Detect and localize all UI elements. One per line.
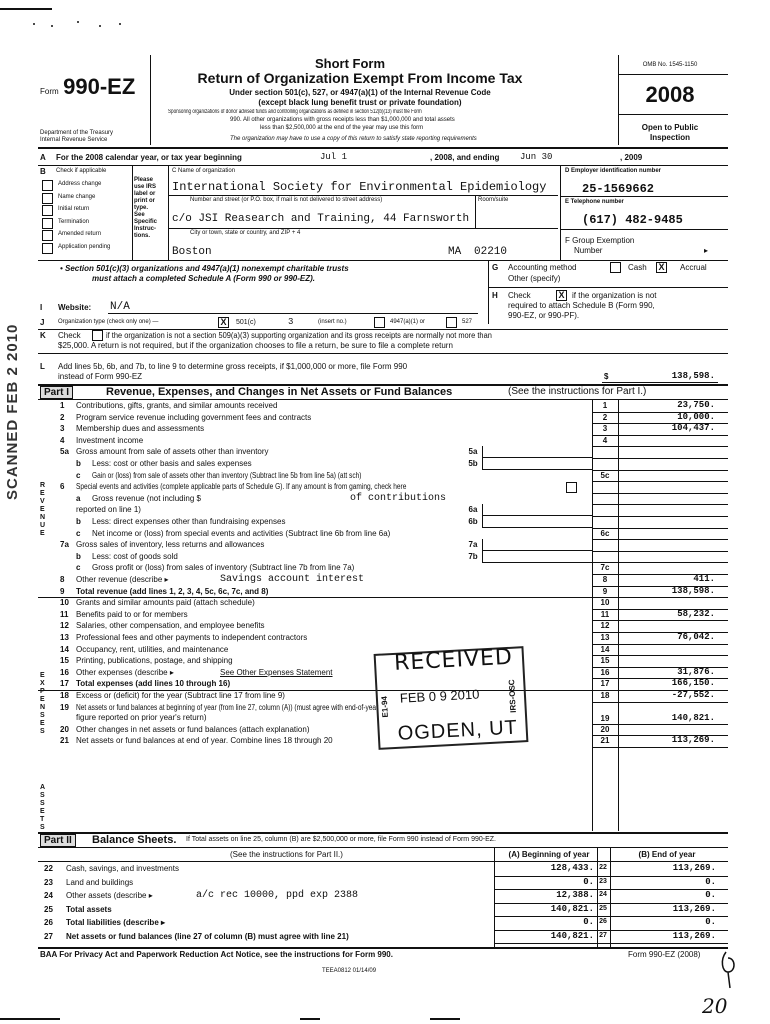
line-box-number: 23 (599, 877, 607, 885)
website-value: N/A (110, 301, 130, 313)
b-checkbox[interactable] (42, 205, 53, 216)
part-1-title: Revenue, Expenses, and Changes in Net Assets or Fund Balances (106, 386, 453, 398)
end-of-year-amount: 113,269. (672, 903, 716, 914)
section-501-note-2: must attach a completed Schedule A (Form 990 or 990-EZ). (92, 274, 316, 283)
line-description: Gross sales of inventory, less returns and allowances (76, 540, 265, 550)
line-box-number: 6c (600, 528, 610, 538)
short-form-label: Short Form (314, 56, 386, 71)
line-amount: 10,000. (677, 411, 715, 422)
stamp-side-right: IRS-OSC (507, 679, 518, 713)
b-checkbox[interactable] (42, 218, 53, 229)
beginning-of-year-amount: 0. (583, 917, 594, 927)
accrual-checkbox[interactable]: X (656, 262, 667, 273)
received-stamp (374, 646, 529, 750)
line-amount: 58,232. (677, 608, 715, 619)
line-number: 26 (44, 918, 53, 927)
line-description: Grants and similar amounts paid (attach schedule) (76, 598, 255, 608)
website-label: Website: (58, 303, 92, 312)
org-name-label: C Name of organization (172, 168, 236, 174)
line-description-detail: See Other Expenses Statement (220, 667, 333, 677)
part1-line (0, 516, 770, 527)
line-description: Net assets or fund balances at beginning of year (from line 27, column (A)) (must agree with end-of-year (76, 702, 379, 712)
line-box-number: 1 (602, 401, 608, 410)
form-footer: Form 990-EZ (2008) (628, 950, 701, 959)
room-label: Room/suite (478, 197, 509, 203)
part1-line (0, 400, 770, 411)
tax-year: 2008 (645, 82, 695, 107)
line-j-letter: J (40, 318, 45, 327)
b-checkbox-label: Application pending (58, 243, 111, 250)
line-k-checkbox[interactable] (92, 330, 103, 341)
line-description: Cash, savings, and investments (66, 864, 179, 873)
part1-line (0, 423, 770, 434)
expenses-side-label: E X P E N S E S (40, 672, 46, 735)
gaming-checkbox[interactable] (566, 482, 577, 493)
org-name: International Society for Environmental Epidemiology (172, 180, 547, 194)
b-checkbox-label: Address change (58, 181, 102, 187)
line-number: 4 (60, 435, 65, 445)
line-k-text-2: $25,000. A return is not required, but if the organization chooses to file a return, be sure to file a complete return (58, 341, 453, 350)
copy-note: The organization may have to use a copy of this return to satisfy state reporting requirements (230, 136, 477, 142)
line-box-number: 27 (599, 931, 607, 939)
group-exemption-label: F Group Exemption (565, 236, 635, 245)
part1-line (0, 528, 770, 539)
line-box-number: 17 (600, 679, 610, 689)
527-checkbox[interactable] (446, 317, 457, 328)
line-description: Other changes in net assets or fund balances (attach explanation) (76, 724, 310, 734)
part1-line (0, 586, 770, 597)
part-1-tag: Part I (40, 386, 73, 399)
line-description-detail: of contributions (350, 492, 447, 504)
line-number: 27 (44, 931, 53, 941)
balance-sheet-line (0, 904, 770, 915)
line-amount: 23,750. (677, 400, 715, 410)
tax-year-begin: Jul 1 (320, 152, 348, 162)
line-description: Less: cost of goods sold (92, 551, 178, 561)
end-of-year-amount: 0. (705, 890, 716, 900)
sponsor-note-2: 990. All other organizations with gross receipts less than $1,000,000 and total assets (230, 117, 455, 123)
line-box-number: 18 (600, 691, 610, 700)
part1-line (0, 504, 770, 515)
line-description: Other expenses (describe ▸ (76, 667, 174, 677)
form-code: TEEA0812 01/14/09 (322, 968, 377, 974)
insert-no-label: (insert no.) (318, 319, 347, 325)
other-method-label: Other (specify) (508, 274, 561, 283)
stamp-place: OGDEN, UT (397, 716, 519, 745)
line-number: 2 (60, 412, 65, 422)
part-2-tag: Part II (40, 834, 76, 847)
phone-label: E Telephone number (565, 199, 624, 205)
revenue-side-label: R E V E N U E (40, 482, 46, 537)
line-description: Net assets or fund balances at end of year. Combine lines 18 through 20 (76, 736, 333, 746)
sponsor-note-3: less than $2,500,000 at the end of the year may use this form (260, 125, 424, 131)
line-a-text: For the 2008 calendar year, or tax year beginning (56, 153, 242, 162)
line-number: 24 (44, 891, 53, 900)
line-description: Gross amount from sale of assets other than inventory (76, 447, 269, 457)
line-number: 23 (44, 877, 53, 887)
end-of-year-amount: 0. (705, 876, 716, 887)
part1-line (0, 609, 770, 620)
part1-line (0, 446, 770, 457)
org-zip: 02210 (474, 246, 508, 258)
balance-sheet-line (0, 917, 770, 928)
line-a-mid: , 2008, and ending (430, 153, 500, 162)
tax-year-end: Jun 30 (520, 152, 553, 162)
line-number: 25 (44, 904, 53, 914)
line-box-number: 3 (602, 424, 608, 434)
line-h-check-label: Check (508, 291, 531, 300)
line-box-number: 2 (602, 412, 608, 422)
line-box-number: 21 (600, 736, 610, 746)
line-a-letter: A (40, 153, 46, 162)
b-checkbox[interactable] (42, 230, 53, 241)
line-box-number: 22 (599, 864, 607, 871)
527-label: 527 (462, 319, 473, 325)
line-g-letter: G (492, 263, 499, 272)
accrual-label: Accrual (680, 263, 707, 272)
line-k-check: Check (58, 331, 81, 340)
org-state: MA (448, 246, 462, 258)
line-description: Net assets or fund balances (line 27 of column (B) must agree with line 21) (66, 931, 349, 941)
phone-value: (617) 482-9485 (582, 213, 683, 227)
line-number: 12 (60, 621, 69, 631)
street-label: Number and street (or P.O. box, if mail is not delivered to street address) (190, 197, 383, 203)
line-description: Salaries, other compensation, and employee benefits (76, 621, 265, 631)
b-checkbox-label: Name change (58, 193, 96, 200)
schedule-b-checkbox[interactable]: X (556, 290, 567, 301)
line-description: Occupancy, rent, utilities, and maintenance (76, 644, 229, 654)
part-2-see-note: (See the instructions for Part II.) (230, 850, 343, 859)
line-number: b (76, 517, 81, 526)
line-box-number: 14 (600, 644, 610, 654)
sub-line-number: 5b (468, 459, 478, 468)
line-number: 3 (60, 424, 65, 434)
end-of-year-amount: 0. (705, 917, 716, 927)
line-number: 18 (60, 691, 69, 700)
line-h-text-4: 990-EZ, or 990-PF). (508, 311, 580, 320)
part1-line (0, 412, 770, 423)
line-number: b (76, 459, 81, 468)
line-box-number: 5c (600, 470, 610, 480)
section-501-note-1: • Section 501(c)(3) organizations and 4947(a)(1) nonexempt charitable trusts (60, 264, 349, 273)
part1-line (0, 562, 770, 573)
line-amount: 140,821. (671, 712, 715, 723)
line-box-number: 7c (600, 563, 610, 573)
line-amount: 113,269. (671, 735, 715, 746)
corner-marks (30, 14, 130, 34)
part1-line (0, 470, 770, 481)
part-2-title-note: If Total assets on line 25, column (B) are $2,500,000 or more, file Form 990 instead of Form 990-EZ. (186, 836, 496, 843)
line-k-text: if the organization is not a section 509(a)(3) supporting organization and its gross receipts are normally not more than (106, 331, 492, 340)
line-number: 8 (60, 575, 65, 584)
page-number: 20 (702, 994, 728, 1018)
line-box-number: 20 (600, 724, 610, 734)
line-description: Total revenue (add lines 1, 2, 3, 4, 5c, 6c, 7c, and 8) (76, 586, 269, 596)
please-note: Please use IRS label or print or type. See Specific Instruc- tions. (134, 177, 158, 239)
line-description: reported on line 1) (76, 505, 141, 515)
form-title: Return of Organization Exempt From Income Tax (197, 70, 523, 86)
form-number: 990-EZ (63, 74, 136, 99)
line-amount: 138,598. (671, 585, 715, 596)
part1-line (0, 539, 770, 550)
accounting-method-label: Accounting method (508, 263, 577, 272)
open-to-public: Open to Public (641, 123, 699, 132)
line-box-number: 26 (599, 918, 607, 925)
org-city: Boston (172, 246, 212, 258)
part1-line (0, 597, 770, 608)
line-description: Contributions, gifts, grants, and similar amounts received (76, 401, 278, 410)
line-description: Other revenue (describe ▸ (76, 575, 169, 584)
balance-sheet-line (0, 863, 770, 874)
line-description: Excess or (deficit) for the year (Subtract line 17 from line 9) (76, 691, 285, 700)
subtitle-2: (except black lung benefit trust or private foundation) (258, 98, 462, 107)
line-h-letter: H (492, 291, 498, 300)
end-of-year-amount: 113,269. (672, 863, 716, 873)
ein-label: D Employer identification number (565, 168, 662, 174)
col-b-heading: (B) End of year (638, 850, 696, 859)
privacy-notice: BAA For Privacy Act and Paperwork Reduction Act Notice, see the instructions for Form 990. (40, 950, 393, 959)
line-box-number: 4 (602, 435, 608, 445)
line-b-letter: B (40, 167, 46, 176)
irs-label: Internal Revenue Service (40, 137, 108, 143)
line-number: 1 (60, 401, 65, 410)
line-number: 20 (60, 724, 69, 734)
line-number: c (76, 528, 81, 538)
net-assets-side-label: A S S E T S (40, 784, 45, 831)
line-amount: 76,042. (677, 632, 715, 642)
part1-line (0, 574, 770, 585)
line-box-number: 19 (600, 713, 610, 723)
group-exemption-arrow: ▸ (704, 246, 709, 255)
line-description: Total assets (66, 904, 112, 914)
line-b-label: Check if applicable (56, 168, 107, 174)
b-checkbox[interactable] (42, 243, 53, 254)
beginning-of-year-amount: 128,433. (550, 863, 594, 873)
line-description: Membership dues and assessments (76, 424, 205, 434)
part1-line (0, 493, 770, 504)
part1-line (0, 620, 770, 631)
group-exemption-number: Number (574, 246, 603, 255)
line-box-number: 16 (600, 667, 610, 677)
sponsor-note-1: Sponsoring organizations of donor advised funds and controlling organizations as defined in section 512(b)(13) must file Form (168, 109, 422, 115)
stamp-side-left: E1-94 (379, 695, 390, 718)
line-box-number: 15 (600, 656, 610, 666)
sub-line-number: 7a (468, 540, 478, 550)
line-description: Land and buildings (66, 877, 134, 887)
handwritten-mark (716, 948, 746, 992)
line-number: 16 (60, 667, 69, 677)
line-box-number: 12 (600, 621, 610, 631)
line-box-number: 13 (600, 633, 610, 642)
line-description-cont: figure reported on prior year's return) (76, 712, 207, 722)
line-description: Other assets (describe ▸ (66, 891, 153, 900)
end-of-year-amount: 113,269. (672, 930, 716, 941)
line-box-number: 24 (599, 891, 607, 898)
line-k-letter: K (40, 331, 46, 340)
line-description: Gross revenue (not including $ (92, 493, 201, 503)
sub-line-number: 5a (468, 447, 478, 457)
line-number: c (76, 470, 81, 480)
line-description: Net income or (loss) from special events and activities (Subtract line 6b from line 6a) (92, 528, 391, 538)
line-l-currency: $ (604, 372, 609, 381)
tax-year-end-year: , 2009 (620, 153, 643, 162)
line-amount: 411. (693, 574, 715, 584)
line-description: Special events and activities (complete applicable parts of Schedule G). If any amount is from gaming, check here (76, 482, 407, 492)
line-h-text-3: required to attach Schedule B (Form 990, (508, 301, 655, 310)
scanned-stamp: SCANNED FEB 2 2010 (4, 323, 21, 500)
balance-sheet-line (0, 877, 770, 888)
city-label: City or town, state or country, and ZIP + 4 (190, 230, 301, 236)
part1-line (0, 435, 770, 446)
b-checkbox-label: Termination (58, 218, 90, 225)
gross-receipts: 138,598. (671, 371, 715, 381)
line-description: Benefits paid to or for members (76, 609, 188, 619)
line-number: 19 (60, 702, 69, 712)
line-number: 17 (60, 679, 69, 689)
line-description: Gain or (loss) from sale of assets other than inventory (Subtract line 5b from line 5a) (att sch) (92, 470, 362, 480)
line-h-text-2: if the organization is not (572, 291, 657, 300)
part1-line (0, 458, 770, 469)
b-checkbox-label: Initial return (58, 206, 90, 212)
line-description: Total liabilities (describe ▸ (66, 918, 166, 927)
subtitle-1: Under section 501(c), 527, or 4947(a)(1) of the Internal Revenue Code (229, 88, 491, 97)
line-description: Investment income (76, 435, 144, 445)
b-checkbox[interactable] (42, 180, 53, 191)
omb-number: OMB No. 1545-1150 (642, 62, 698, 68)
beginning-of-year-amount: 140,821. (550, 930, 594, 941)
line-number: 15 (60, 656, 69, 666)
line-number: 11 (60, 609, 69, 619)
line-l-text: Add lines 5b, 6b, and 7b, to line 9 to determine gross receipts, if $1,000,000 or more, file Form 990 (58, 362, 408, 371)
4947-label: 4947(a)(1) or (390, 319, 426, 325)
line-box-number: 11 (600, 609, 610, 619)
ein-value: 25-1569662 (582, 182, 655, 196)
org-type-label: Organization type (check only one) — (58, 319, 159, 325)
stamp-date: FEB 0 9 2010 (399, 686, 480, 706)
form-number-block (40, 74, 135, 100)
b-checkbox[interactable] (42, 193, 53, 204)
sub-line-number: 6b (468, 517, 478, 526)
line-description: Less: cost or other basis and sales expenses (92, 459, 252, 468)
501c-checkbox[interactable]: X (218, 317, 229, 328)
inspection-label: Inspection (649, 133, 690, 142)
line-amount: 104,437. (671, 423, 715, 434)
beginning-of-year-amount: 0. (583, 876, 594, 887)
line-number: b (76, 551, 81, 561)
line-number: 9 (60, 586, 65, 596)
line-amount: -27,552. (671, 690, 715, 700)
beginning-of-year-amount: 140,821. (550, 903, 594, 914)
line-box-number: 8 (602, 575, 608, 584)
dept-treasury: Department of the Treasury (40, 130, 114, 136)
line-description: Less: direct expenses other than fundraising expenses (92, 517, 286, 526)
line-number: 5a (60, 447, 69, 457)
line-description-detail: a/c rec 10000, ppd exp 2388 (196, 890, 359, 901)
part1-line (0, 632, 770, 643)
line-amount: 166,150. (671, 678, 715, 689)
line-l-letter: L (40, 362, 45, 371)
line-number: 21 (60, 736, 69, 746)
line-description: Program service revenue including government fees and contracts (76, 412, 312, 422)
line-number: 14 (60, 644, 69, 654)
line-number: c (76, 563, 81, 573)
line-l-text-2: instead of Form 990-EZ (58, 372, 143, 381)
sub-line-number: 6a (468, 505, 478, 515)
501c-number: 3 (288, 317, 294, 327)
line-description: Printing, publications, postage, and shipping (76, 656, 233, 666)
form-prefix: Form (40, 87, 59, 96)
line-amount: 31,876. (677, 666, 715, 677)
line-number: 6 (60, 482, 65, 492)
cash-checkbox[interactable] (610, 262, 621, 273)
balance-sheet-line (0, 931, 770, 942)
line-number: 7a (60, 540, 69, 550)
sub-line-number: 7b (468, 551, 478, 561)
part-2-title: Balance Sheets. (92, 834, 177, 846)
beginning-of-year-amount: 12,388. (556, 890, 594, 900)
part1-line (0, 551, 770, 562)
line-description: Gross profit or (loss) from sales of inventory (Subtract line 7b from line 7a) (92, 563, 355, 573)
col-a-heading: (A) Beginning of year (508, 850, 590, 859)
line-number: a (76, 493, 81, 503)
line-number: 13 (60, 633, 69, 642)
line-i-letter: I (40, 303, 43, 312)
part1-line (0, 481, 770, 492)
org-street: c/o JSI Reasearch and Training, 44 Farnsworth (172, 213, 470, 225)
balance-sheet-line (0, 890, 770, 901)
line-box-number: 25 (599, 904, 607, 912)
line-description: Total expenses (add lines 10 through 16) (76, 679, 231, 689)
line-box-number: 10 (600, 598, 610, 608)
stamp-received: RECEIVED (393, 644, 514, 676)
4947-checkbox[interactable] (374, 317, 385, 328)
line-box-number: 9 (602, 586, 608, 596)
line-description-detail: Savings account interest (220, 574, 365, 585)
part-1-title-note: (See the instructions for Part I.) (508, 386, 647, 397)
cash-label: Cash (628, 263, 647, 272)
line-number: 22 (44, 864, 53, 873)
line-number: 10 (60, 598, 69, 608)
line-description: Professional fees and other payments to independent contractors (76, 633, 308, 642)
b-checkbox-label: Amended return (58, 231, 102, 237)
501c-label: 501(c) (236, 319, 256, 326)
